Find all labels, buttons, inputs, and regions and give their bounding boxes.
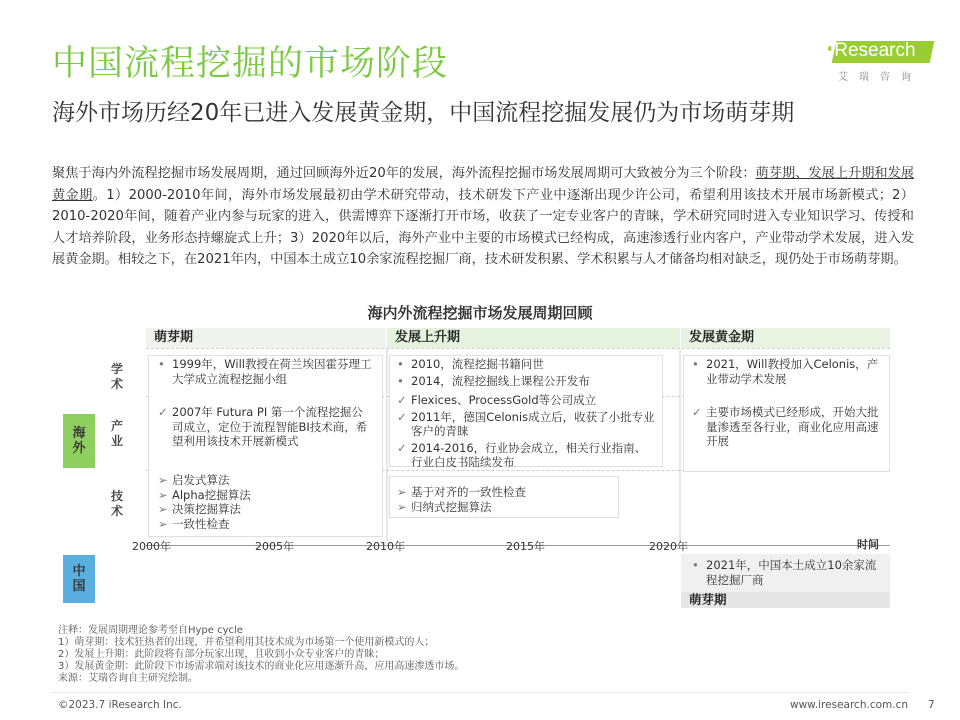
row-char: 学 [110,362,123,376]
paragraph-part-2: 。1）2000-2010年间，海外市场发展最初由学术研究带动，技术研发下产业中逐渐出现少许公司，希望利用该技术开展市场新模式；2）2010-2020年间，随着产业内参与玩家的进入，供需博弈下逐渐打开市场，收获了一定专业客户的青睐，学术研究同时进入专业知识学习、传授和人才培养阶段，业务形态持螺旋式上升；3）2020年以后，海外产业中主要的市场模式已经构成，高速渗透行业内客户，产业带动学术发展，进入发展黄金期。相较之下，在2021年内，中国本土成立10余家流程挖掘厂商，技术研发积累、学术积累与人才储备均相对缺乏，现仍处于市场萌芽期。 [52,187,914,267]
overseas-char-2: 外 [72,441,86,456]
item-text: 2014-2016，行业协会成立，相关行业指南、行业白皮书陆续发布 [411,440,647,469]
item-text: 基于对齐的一致性检查 [411,485,526,499]
list-item [158,405,373,449]
item-text: 2010，流程挖掘书籍问世 [411,357,544,371]
note-line: 3）发展黄金期：此阶段下市场需求端对该技术的商业化应用逐渐升高，应用高速渗透市场。 [58,661,465,672]
check-icon: ✓ [397,393,407,407]
overseas-char-1: 海 [72,426,86,441]
row-label-tech [104,489,130,519]
axis-tick-2005: 2005年 [255,540,294,553]
arrow-icon: ➢ [158,502,168,516]
axis-tick-2000: 2000年 [132,540,171,553]
iresearch-logo [824,40,934,88]
row-char: 术 [110,377,123,391]
item-text: 2011年，德国Celonis成立后，收获了小批专业客户的青睐 [411,409,655,438]
list-item [397,441,657,470]
axis-tick-2015: 2015年 [506,540,545,553]
note-line: 来源：艾瑞咨询自主研究绘制。 [58,673,198,684]
list-item [397,485,617,500]
phase-header-rise: 发展上升期 [387,328,680,348]
item-text: 主要市场模式已经形成，开始大批量渗透至各行业，商业化应用高速开展 [706,405,879,448]
note-line: 1）萌芽期：技术狂热者的出现，并希望利用其技术成为市场第一个使用新模式的人； [58,637,435,648]
item-text: 2007年 Futura PI 第一个流程挖掘公司成立，定位于流程智能BI技术商，希望利用该技术开展新模式 [172,405,368,448]
arrow-icon: ➢ [158,473,168,487]
list-item [158,502,373,517]
china-phase-label: 萌芽期 [681,592,890,608]
cell-academic-sprout [158,357,373,388]
list-item [158,473,373,488]
cell-academic-golden [692,357,886,388]
cell-industry-golden [692,405,886,451]
row-char: 术 [110,504,123,518]
arrow-icon: ➢ [397,499,407,514]
paragraph-part-1: 聚焦于海内外流程挖掘市场发展周期，通过回顾海外近20年的发展，海外流程挖掘市场发展周期可大致被分为三个阶段： [52,166,756,181]
phase-separator [679,349,681,542]
list-item [692,405,886,449]
list-item [158,357,373,386]
grid-line [146,348,890,349]
page-number: 7 [928,699,935,711]
note-line: 注释：发展周期理论参考至自Hype cycle [58,625,243,636]
axis-tick-2020: 2020年 [649,540,688,553]
cell-china [692,558,884,589]
list-item [158,488,373,503]
note-line: 2）发展上升期：此阶段将有部分玩家出现，且收到小众专业客户的青睐； [58,649,385,660]
page-title: 中国流程挖掘的市场阶段 [52,44,449,84]
intro-paragraph [52,163,914,271]
item-text: Flexices、ProcessGold等公司成立 [411,393,597,407]
website-link[interactable]: www.iresearch.com.cn [790,699,909,711]
chart-title: 海内外流程挖掘市场发展周期回顾 [367,304,593,322]
item-text: 一致性检查 [172,516,230,531]
notes [58,625,918,685]
list-item [692,357,886,386]
cell-industry-rise [397,393,657,472]
item-text: 决策挖掘算法 [172,502,241,516]
check-icon: ✓ [397,440,407,455]
paragraph-underlined: 萌芽期、发展上升期和发展黄金期 [52,166,915,203]
arrow-icon: ➢ [397,485,407,499]
arrow-icon: ➢ [158,516,168,531]
row-label-industry [104,419,130,449]
cell-academic-rise [397,357,657,390]
logo-subtext: 艾瑞咨询 [838,72,922,83]
bullet-icon: • [397,357,404,371]
item-text: 2021，Will教授加入Celonis，产业带动学术发展 [706,357,879,386]
check-icon: ✓ [158,405,168,419]
item-text: 1999年，Will教授在荷兰埃因霍芬理工大学成立流程挖掘小组 [172,357,372,386]
copyright: ©2023.7 iResearch Inc. [58,699,182,711]
arrow-icon: ➢ [158,487,168,502]
check-icon: ✓ [692,405,702,419]
item-text: 2014，流程挖掘线上课程公开发布 [411,373,590,388]
item-text: Alpha挖掘算法 [172,487,251,502]
list-item [158,517,373,532]
row-label-academic [104,362,130,392]
footer-divider [52,692,908,693]
bullet-icon: • [397,373,404,388]
phase-separator [386,349,388,542]
logo-text: iResearch [830,40,916,61]
list-item [397,357,657,372]
list-item [397,393,657,408]
bullet-icon: • [158,357,165,371]
phase-header-sprout: 萌芽期 [146,328,386,348]
item-text: 归纳式挖掘算法 [411,499,492,514]
row-char: 业 [110,434,123,448]
overseas-label [63,414,95,468]
phase-header-golden: 发展黄金期 [681,328,890,348]
page-subtitle: 海外市场历经20年已进入发展黄金期，中国流程挖掘发展仍为市场萌芽期 [52,100,795,126]
row-char: 产 [110,419,123,433]
item-text: 启发式算法 [172,473,230,487]
check-icon: ✓ [397,409,407,424]
list-item [397,374,657,389]
axis-tick-2010: 2010年 [366,540,405,553]
cell-tech-rise [397,485,617,514]
china-char-1: 中 [72,564,86,579]
cell-tech-sprout [158,473,373,531]
list-item [397,500,617,515]
axis-label: 时间 [857,538,879,551]
list-item [692,558,884,587]
china-char-2: 国 [72,579,86,594]
list-item [397,410,657,439]
bullet-icon: • [692,558,699,572]
bullet-icon: • [692,357,699,371]
item-text: 2021年，中国本土成立10余家流程挖掘厂商 [706,558,877,587]
china-label [63,555,95,603]
row-char: 技 [110,489,123,503]
cell-industry-sprout [158,405,373,451]
